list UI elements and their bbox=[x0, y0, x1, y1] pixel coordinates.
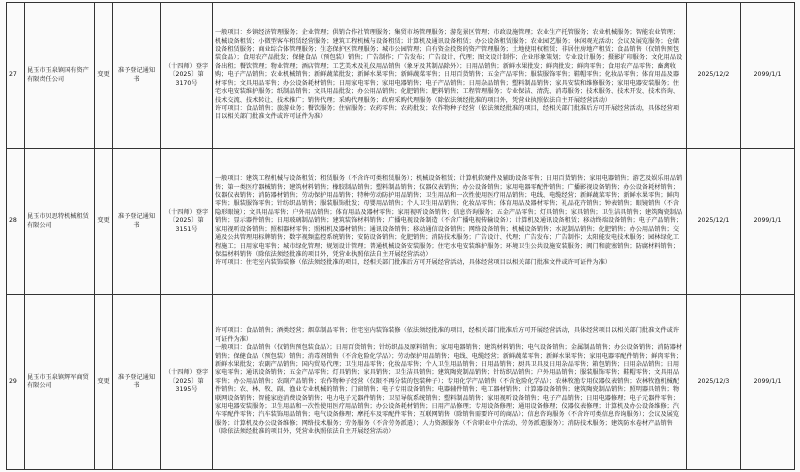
change-type: 变更 bbox=[95, 149, 113, 295]
scope-paragraph: 许可项目：食品销售；酒类经营；烟草制品零售；住宅室内装饰装修（依法须经批准的项目，经相关部门批准后方可开展经营活动，具体经营项目以相关部门批准文件或许可证件为准） bbox=[215, 327, 680, 343]
row-number: 28 bbox=[7, 149, 25, 295]
company-name: 昆玉市玉泉镇辉军商贸有限公司 bbox=[25, 295, 95, 470]
document-type: 准予登记通知书 bbox=[113, 295, 161, 470]
document-type: 准予登记通知书 bbox=[113, 149, 161, 295]
table-row bbox=[7, 3, 795, 149]
scope-paragraph: 一般项目：乡镇经济管理服务；企业管理；供销合作社管理服务；集贸市场管理服务；游览景区管理；市政设施管理；农业生产托管服务；农业机械服务；智能农业管理；机械设备租赁；小微型客车租赁经营服务；建筑工程机械与设备租赁；计算机及通讯设备租赁；办公设备租赁服务；农业园艺服务；休闲观光活动；会议及展览服务；仓储设备租赁服务；商业综合体管理服务；生态保护区管理服务；城市公园管理；自有资金投资的资产管理服务；土地使用权租赁；非居住房地产租赁；食品销售（仅销售预包装食品）；食用农产品批发；保健食品（预包装）销售；广告制作；广告发布；广告设计、代理；图文设计制作；企业形象策划；专业设计服务；摄影扩印服务；文化用品设备出租；餐饮管理；物业管理；酒店管理；工艺美术及礼仪用品销售（象牙及其制品除外）；日用品销售；新鲜水果批发；鲜肉批发；鲜肉零售；食用农产品零售；畜禽收购；电子产品销售；农业机械销售；新鲜蔬菜批发；新鲜水果零售；新鲜蔬菜零售；日用百货销售；五金产品零售；服装服饰零售；鞋帽零售；化妆品零售；体育用品及器材零售；文具用品零售；办公设备耗材销售；日用家电零售；家用电器销售；电子产品销售；日用杂品销售；塑料制品销售；家具安装和维修服务；家用电器安装服务；住宅水电安装维护服务；纸制品销售；文具用品批发；办公用品销售；化肥销售；肥料销售；工程管理服务；专业保洁、清洗、消毒服务；技术服务、技术开发、技术咨询、技术交流、技术转让、技术推广；销售代理；采购代理服务；政府采购代理服务（除依法须经批准的项目外，凭营业执照依法自主开展经营活动） bbox=[215, 29, 683, 104]
approval-date: 2025/12/3 bbox=[687, 295, 741, 470]
approval-date: 2025/12/2 bbox=[687, 3, 741, 149]
scope-paragraph: 一般项目：建筑工程机械与设备租赁；租赁服务（不含许可类租赁服务）；机械设备租赁；计算机软硬件及辅助设备零售；日用百货销售；家用电器销售；游艺及娱乐用品销售；第一类医疗器械销售；建筑材料销售；橡胶制品销售；塑料制品销售；仪器仪表销售；办公设备销售；家用电器零配件销售；广播影视设备销售；办公设备耗材销售；仪器仪表销售；消防器材销售；劳动保护用品销售；特种劳动防护用品销售；卫生用品和一次性使用医疗用品销售；电线、电缆经营；新鲜蔬菜零售；新鲜水果零售；鲜肉零售；服装服饰零售；针纺织品销售；服装服饰批发；母婴用品销售；个人卫生用品销售；化妆品零售；体育用品及器材零售；礼品花卉销售；钟表销售；眼镜销售（不含隐形眼镜）；文具用品零售；户外用品销售；体育用品及器材零售；家用视听设备销售；信息咨询服务；五金产品零售；灯具销售；家具销售；卫生洁具销售；建筑陶瓷制品销售；显示器件销售；日用玻璃制品销售；建筑装饰材料销售；广播电视设备制造（不含广播电视传输设备）；计算机及通讯设备租赁；移动终端设备销售；电子产品销售；家用视听设备销售；照相器材零售；照相机及器材销售；通讯设备销售；移动通信设备销售；网络设备销售；机械设备销售；水泥制品销售；化肥销售；办公用品销售；交通及公共管理用标牌销售；数字视频监控系统销售；安防设备销售；化肥销售；消防技术服务；广告设计、代理；广告发布；广告制作；太阳能发电技术服务；园林绿化工程施工；日用家电零售；城市绿化管理；规划设计管理；普通机械设备安装服务；住宅水电安装维护服务；环境卫生公共设施安装服务；阀门和旋塞销售；防腐材料销售；保温材料销售（除依法须经批准的项目外，凭营业执照依法自主开展经营活动） bbox=[215, 175, 683, 258]
scope-paragraph: 一般项目：食品销售（仅销售预包装食品）；日用百货销售；针纺织品及原料销售；家用电器销售；建筑材料销售；电气设备销售；金属制品销售；办公设备销售；消防器材销售；保健食品（预包装）销售；消毒剂销售（不含危险化学品）；劳动保护用品销售；电线、电缆经营；新鲜蔬菜零售；新鲜水果零售；家用电器零配件销售；鲜肉零售；新鲜水果批发；农副产品销售；国内贸易代理；卫生用品零售；化妆品零售；个人卫生用品销售；日用品销售；厨具卫具及日用杂品零售；箱包销售；日用杂品销售；日用家电零售；通讯设备销售；五金产品零售；灯具销售；家具销售；卫生洁具销售；建筑陶瓷制品销售；针纺织品销售；户外用品销售；服装服饰零售；鞋帽零售；文具用品零售；办公用品销售；农副产品销售；农作物种子经营（仅限不再分装的包装种子）；专用化学产品销售（不含危险化学品）；农林牧渔专用仪器仪表销售；农林牧渔机械配件销售；农、林、牧、副、渔业专业机械的销售；门窗销售；电子专用设备销售；电器辅件销售；电工器材销售；计算器设备销售；建筑陶瓷制品销售；照明器具销售；物联网设备销售；智能家庭消费设备销售；电力电子元器件销售；卫星导航系统销售；塑料制品销售；家用视听设备销售；电子产品销售；日用电器修理；电子元器件零售；家用电器安装服务；卫生用品和一次性使用医疗用品销售；办公设备耗材销售；日用产品修理；专用设备修理；通用设备修理；仪器仪表修理；计算机及办公设备维修；汽车零配件零售；汽车装饰用品销售；电气设备修理；摩托车及零配件零售；互联网销售（除销售需要许可的商品）；信息咨询服务（不含许可类信息咨询服务）；会议及展览服务；计算机及办公设备维修；网络技术服务；劳务服务（不含劳务派遣）；人力资源服务（不含职业中介活动、劳务派遣服务）；消防技术服务；建筑防水卷材产品销售（除依法须经批准的项目外，凭营业执照依法自主开展经营活动） bbox=[215, 344, 683, 436]
row-number: 29 bbox=[7, 295, 25, 470]
expiry-date: 2099/1/1 bbox=[741, 295, 795, 470]
table-row bbox=[7, 295, 795, 470]
expiry-date: 2099/1/1 bbox=[741, 149, 795, 295]
change-type: 变更 bbox=[95, 3, 113, 149]
document-number: （十四师）登字〔2025〕第3195号 bbox=[161, 295, 213, 470]
company-name: 昆玉市贝思特机械租赁有限公司 bbox=[25, 149, 95, 295]
registration-table bbox=[6, 2, 795, 470]
company-name: 昆玉市玉泉镇国有资产有限责任公司 bbox=[25, 3, 95, 149]
row-number: 27 bbox=[7, 3, 25, 149]
approval-date: 2025/12/1 bbox=[687, 149, 741, 295]
business-scope bbox=[213, 149, 687, 295]
document-number: （十四师）登字〔2025〕第3151号 bbox=[161, 149, 213, 295]
change-type: 变更 bbox=[95, 295, 113, 470]
scope-paragraph: 许可项目：住宅室内装饰装修（依法须经批准的项目，经相关部门批准后方可开展经营活动，具体经营项目以相关部门批准文件或许可证件为准） bbox=[215, 259, 611, 267]
document-type: 准予登记通知书 bbox=[113, 3, 161, 149]
table-row bbox=[7, 149, 795, 295]
scope-paragraph: 许可项目：食品销售；旅游业务；餐饮服务；住宿服务；农药零售；农药批发；农作物种子经营（依法须经批准的项目，经相关部门批准后方可开展经营活动，具体经营项目以相关部门批准文件或许可证件为准） bbox=[215, 104, 680, 121]
business-scope bbox=[213, 3, 687, 149]
business-scope bbox=[213, 295, 687, 470]
document-number: （十四师）登字〔2025〕第3170号 bbox=[161, 3, 213, 149]
expiry-date: 2099/1/1 bbox=[741, 3, 795, 149]
